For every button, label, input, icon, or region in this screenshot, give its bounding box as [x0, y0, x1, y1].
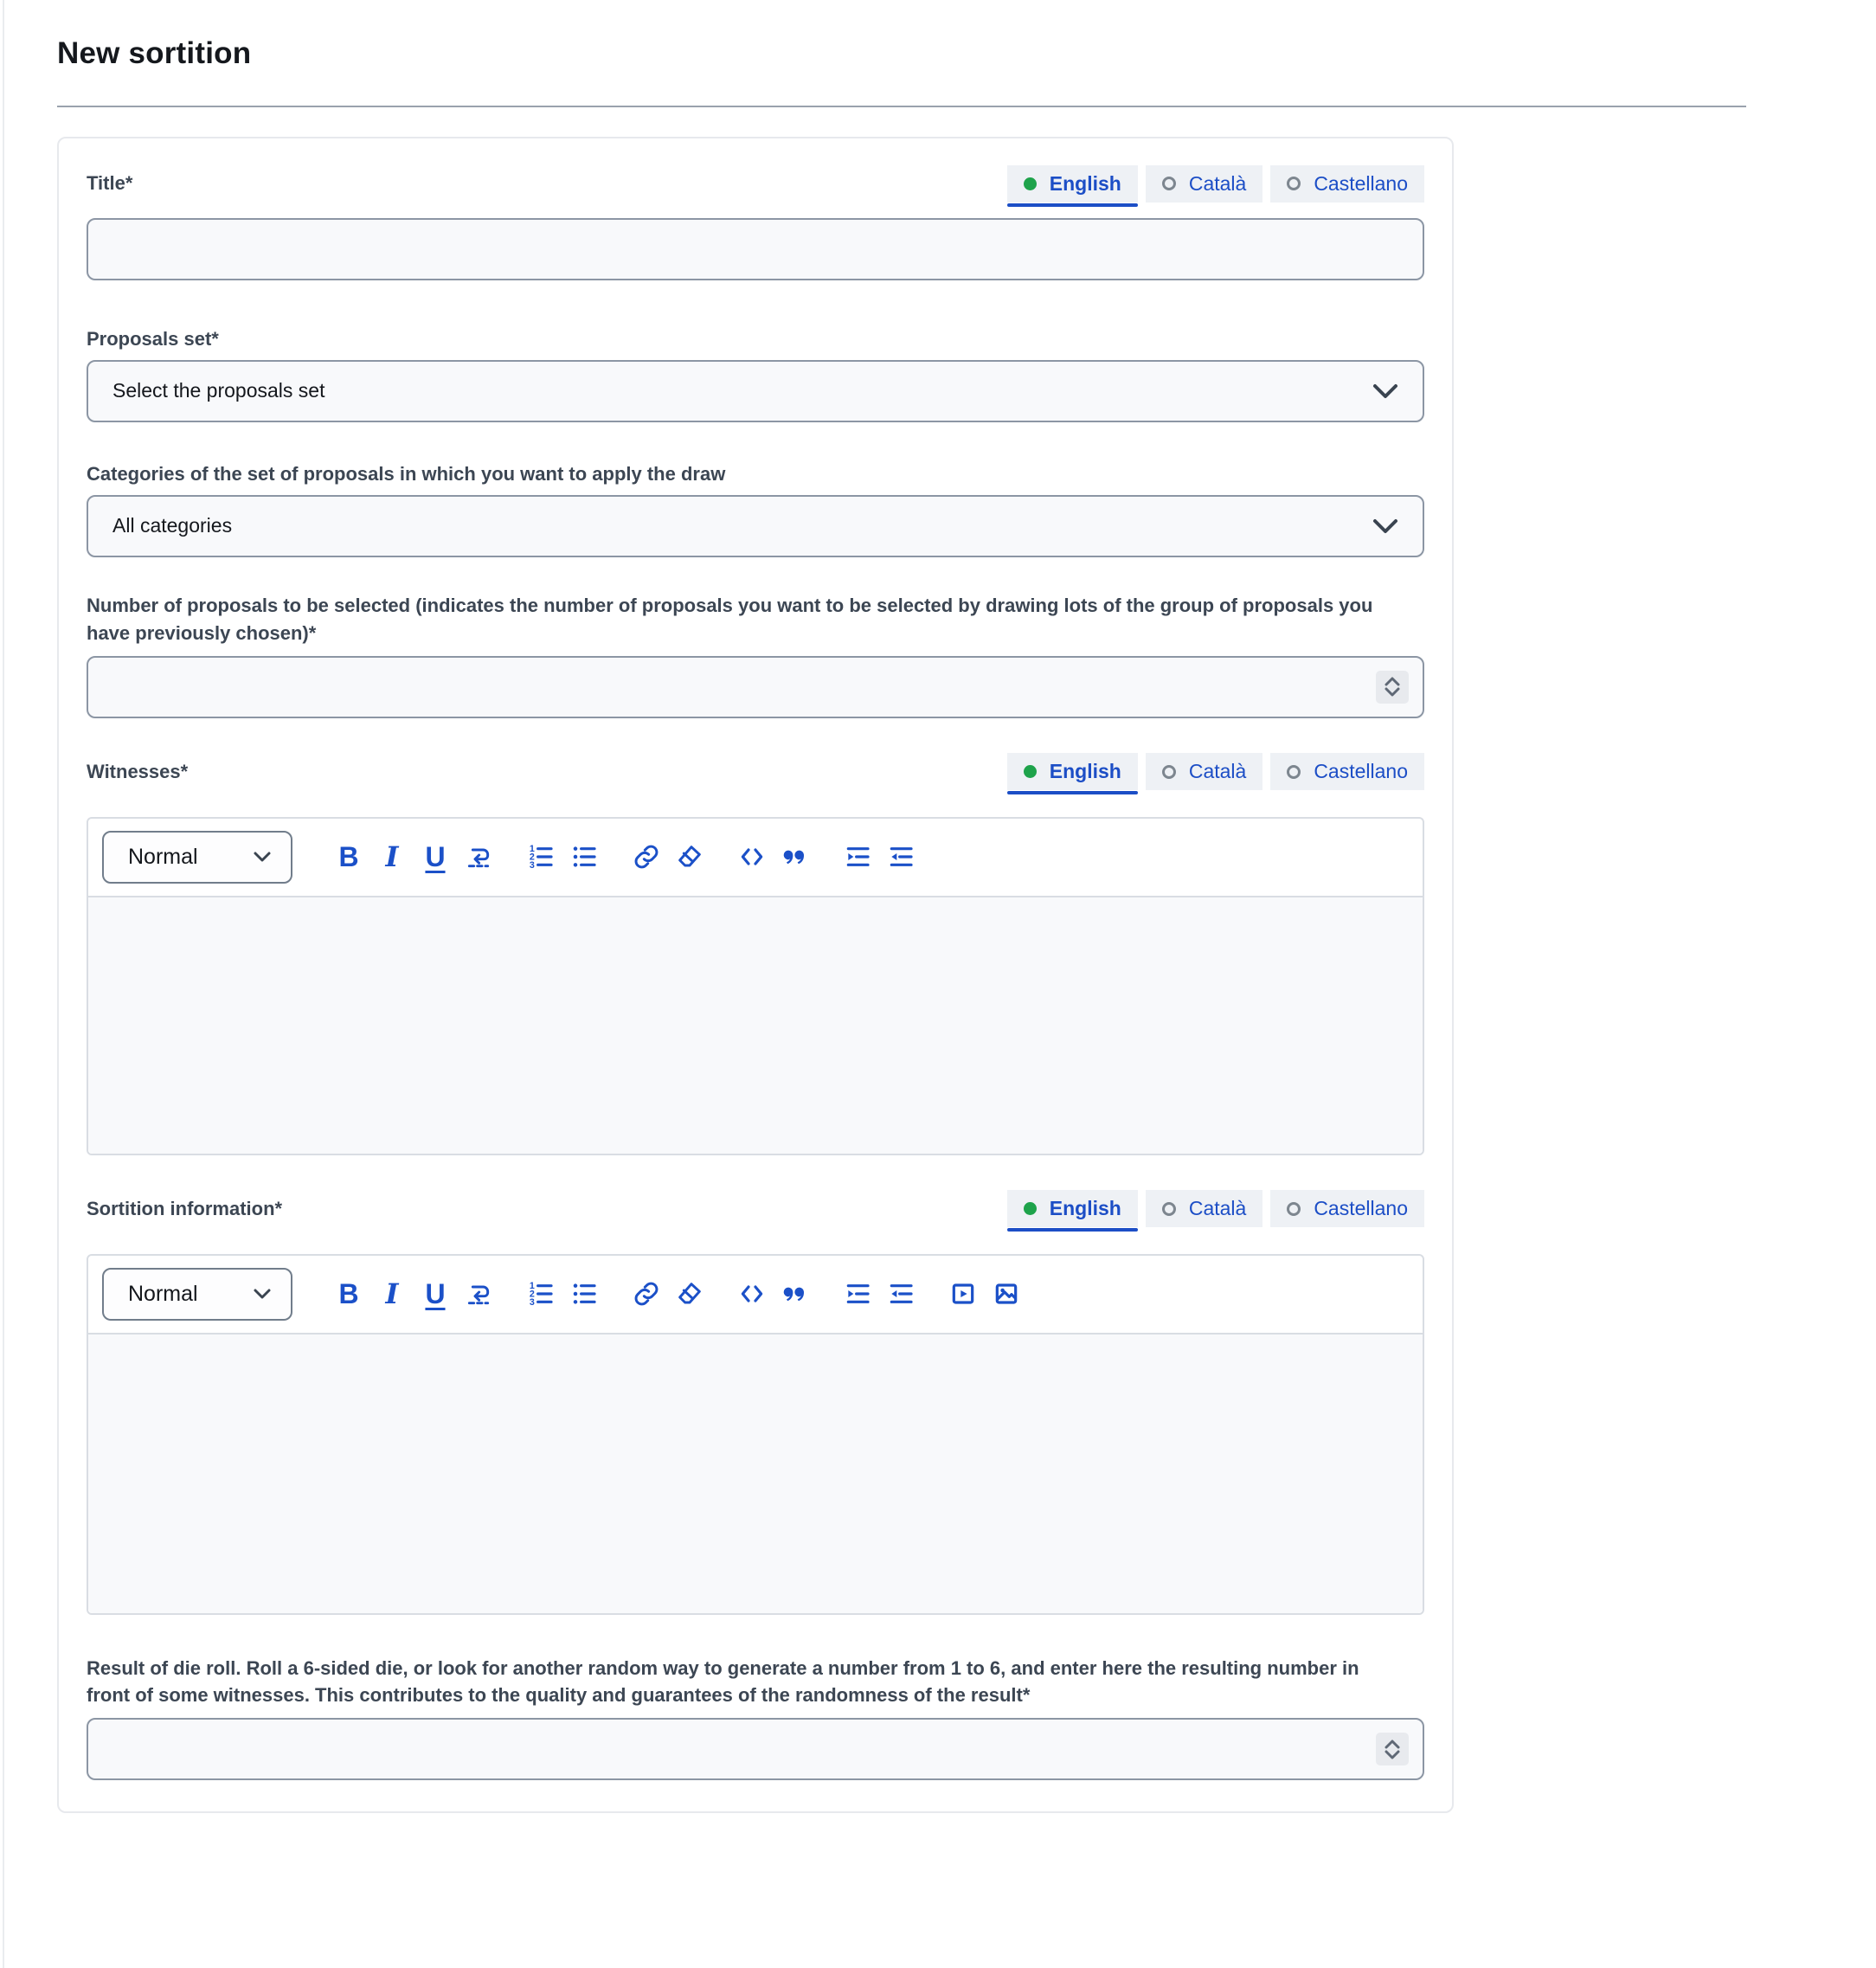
title-divider	[57, 106, 1746, 107]
italic-icon[interactable]: I	[374, 1276, 410, 1312]
bold-icon[interactable]: B	[331, 839, 367, 875]
page-title: New sortition	[57, 36, 252, 70]
witnesses-editor-toolbar	[88, 819, 1423, 897]
active-language-dot-icon	[1024, 1202, 1037, 1215]
link-icon[interactable]	[628, 1276, 665, 1312]
svg-text:2: 2	[529, 852, 535, 863]
witnesses-label: Witnesses*	[87, 760, 189, 782]
witnesses-language-selector	[1007, 753, 1424, 790]
lang-tab-castellano[interactable]	[1270, 1190, 1424, 1227]
lang-tab-label: Català	[1188, 171, 1247, 195]
chevron-down-icon	[253, 851, 272, 863]
sortition-info-field-header	[87, 1190, 1424, 1228]
line-break-icon[interactable]	[460, 1276, 497, 1312]
underline-icon[interactable]: U	[417, 1276, 453, 1312]
active-language-dot-icon	[1024, 765, 1037, 778]
title-label: Title*	[87, 172, 133, 195]
inactive-language-circle-icon	[1287, 765, 1301, 779]
title-language-selector	[1007, 165, 1424, 203]
stepper-up-icon	[1384, 676, 1401, 686]
sortition-info-editor-toolbar	[88, 1256, 1423, 1335]
lang-tab-label: English	[1049, 1197, 1121, 1220]
bullet-list-icon[interactable]	[566, 839, 602, 875]
proposals-set-selected-value: Select the proposals set	[112, 379, 325, 402]
bullet-list-icon[interactable]	[566, 1276, 602, 1312]
blockquote-icon[interactable]	[777, 1276, 813, 1312]
code-block-icon[interactable]	[734, 839, 770, 875]
svg-text:3: 3	[529, 859, 535, 871]
lang-tab-label: English	[1049, 171, 1121, 195]
chevron-down-icon	[253, 1288, 272, 1300]
link-icon[interactable]	[628, 839, 665, 875]
num-proposals-label: Number of proposals to be selected (indicates the number of proposals you want to be selected by drawing lots of the group of proposals you have previously chosen)*	[87, 594, 1373, 644]
active-language-dot-icon	[1024, 177, 1037, 190]
lang-tab-label: Català	[1188, 760, 1247, 783]
sortition-info-editor-content[interactable]	[88, 1335, 1423, 1613]
lang-tab-label: English	[1049, 760, 1121, 783]
witnesses-field-header	[87, 753, 1424, 791]
number-stepper[interactable]	[1376, 1733, 1409, 1765]
svg-text:1: 1	[529, 844, 535, 855]
categories-label: Categories of the set of proposals in which you want to apply the draw	[87, 462, 726, 485]
lang-tab-catala[interactable]	[1146, 753, 1262, 790]
bold-icon[interactable]: B	[331, 1276, 367, 1312]
stepper-up-icon	[1384, 1739, 1401, 1749]
categories-select[interactable]	[87, 495, 1424, 557]
categories-selected-value: All categories	[112, 514, 233, 537]
dice-result-field	[87, 1718, 1424, 1780]
paragraph-style-value: Normal	[128, 1281, 198, 1306]
paragraph-style-value: Normal	[128, 844, 198, 869]
num-proposals-input[interactable]	[87, 656, 1424, 718]
line-break-icon[interactable]	[460, 839, 497, 875]
number-stepper[interactable]	[1376, 671, 1409, 704]
sortition-info-editor	[87, 1254, 1424, 1615]
code-block-icon[interactable]	[734, 1276, 770, 1312]
svg-text:3: 3	[529, 1296, 535, 1308]
proposals-set-select[interactable]	[87, 360, 1424, 422]
inactive-language-circle-icon	[1287, 1202, 1301, 1216]
lang-tab-english[interactable]	[1007, 1190, 1138, 1227]
clear-format-eraser-icon[interactable]	[671, 839, 708, 875]
dice-result-label: Result of die roll. Roll a 6-sided die, or look for another random way to generate a number from 1 to 6, and enter here the resulting number in front of some witnesses. This contributes to the quality and guarantees of the randomness of the result*	[87, 1656, 1359, 1707]
outdent-icon[interactable]	[883, 1276, 919, 1312]
sortition-info-label: Sortition information*	[87, 1197, 283, 1219]
lang-tab-castellano[interactable]	[1270, 753, 1424, 790]
underline-icon[interactable]: U	[417, 839, 453, 875]
lang-tab-label: Castellano	[1314, 1197, 1408, 1220]
lang-tab-english[interactable]	[1007, 165, 1138, 203]
lang-tab-castellano[interactable]	[1270, 165, 1424, 203]
ordered-list-icon[interactable]	[523, 839, 559, 875]
outdent-icon[interactable]	[883, 839, 919, 875]
clear-format-eraser-icon[interactable]	[671, 1276, 708, 1312]
witnesses-editor-content[interactable]	[88, 897, 1423, 1154]
lang-tab-catala[interactable]	[1146, 165, 1262, 203]
chevron-down-icon	[1372, 518, 1398, 534]
inactive-language-circle-icon	[1287, 177, 1301, 190]
stepper-down-icon	[1384, 687, 1401, 698]
lang-tab-label: Castellano	[1314, 760, 1408, 783]
svg-text:1: 1	[529, 1281, 535, 1292]
inactive-language-circle-icon	[1162, 765, 1176, 779]
num-proposals-field	[87, 656, 1424, 718]
indent-icon[interactable]	[839, 1276, 876, 1312]
witnesses-editor	[87, 817, 1424, 1155]
video-embed-icon[interactable]	[945, 1276, 981, 1312]
dice-result-input[interactable]	[87, 1718, 1424, 1780]
inactive-language-circle-icon	[1162, 177, 1176, 190]
indent-icon[interactable]	[839, 839, 876, 875]
stepper-down-icon	[1384, 1750, 1401, 1760]
new-sortition-page	[57, 0, 1746, 1813]
inactive-language-circle-icon	[1162, 1202, 1176, 1216]
title-input[interactable]	[87, 218, 1424, 280]
sortition-form-card	[57, 137, 1454, 1813]
blockquote-icon[interactable]	[777, 839, 813, 875]
chevron-down-icon	[1372, 383, 1398, 399]
svg-text:2: 2	[529, 1289, 535, 1300]
lang-tab-label: Castellano	[1314, 171, 1408, 195]
italic-icon[interactable]: I	[374, 839, 410, 875]
title-field-header	[87, 164, 1424, 203]
paragraph-style-select[interactable]	[102, 831, 292, 884]
page-left-border	[3, 0, 4, 1968]
sortition-info-language-selector	[1007, 1190, 1424, 1227]
paragraph-style-select[interactable]	[102, 1268, 292, 1321]
lang-tab-english[interactable]	[1007, 753, 1138, 790]
ordered-list-icon[interactable]	[523, 1276, 559, 1312]
lang-tab-label: Català	[1188, 1197, 1247, 1220]
lang-tab-catala[interactable]	[1146, 1190, 1262, 1227]
image-upload-icon[interactable]	[988, 1276, 1025, 1312]
proposals-set-label: Proposals set*	[87, 328, 219, 350]
